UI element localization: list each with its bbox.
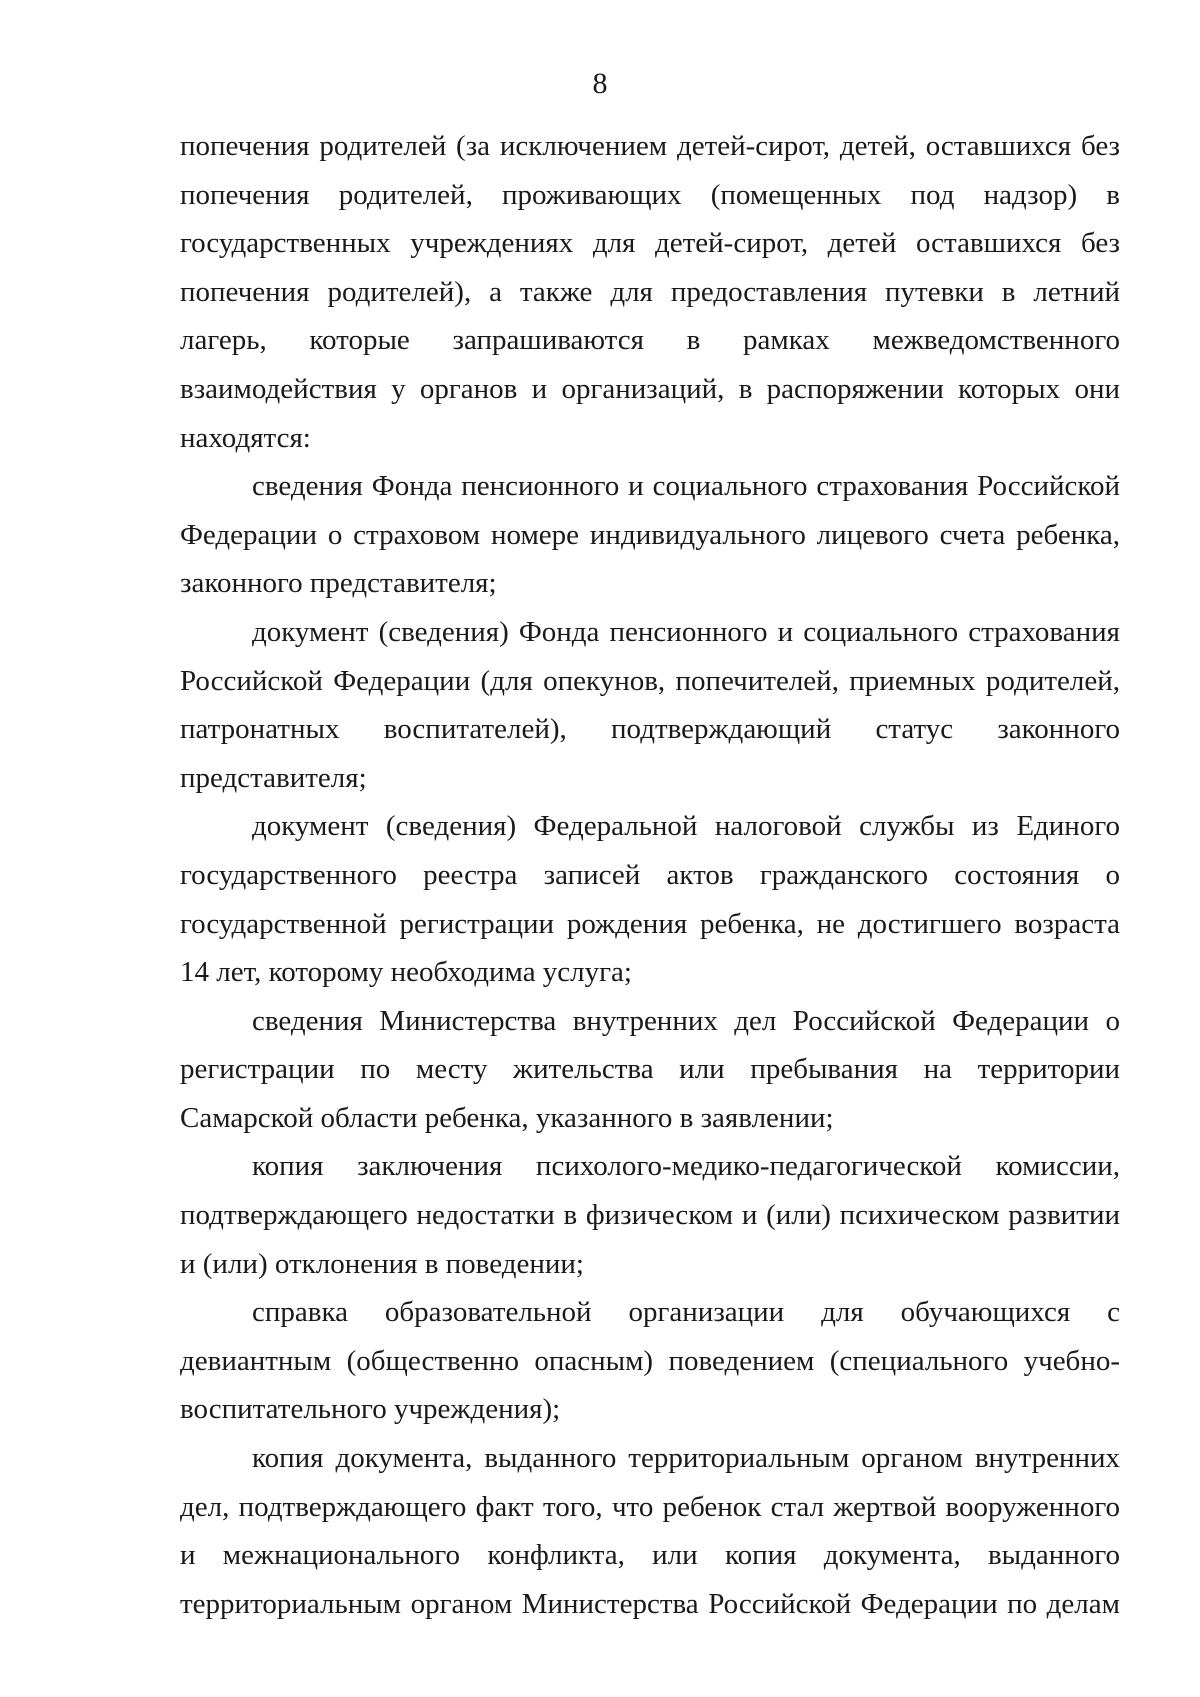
paragraph-conflict-victim-document: копия документа, выданного территориальным органом внутренних дел, подтверждающего факт того, что ребенок стал жертвой вооруженного и межнационального конфликта, или копия документа, выданного территориальным органом Министерства Российской Федерации по делам bbox=[180, 1442, 1120, 1620]
paragraph-pmpk-conclusion: копия заключения психолого-медико-педагогической комиссии, подтверждающего недостатки в физическом и (или) психическом развитии и (или) отклонения в поведении; bbox=[180, 1150, 1120, 1280]
paragraph-continuation: попечения родителей (за исключением детей-сирот, детей, оставшихся без попечения родителей, проживающих (помещенных под надзор) в государственных учреждениях для детей-сирот, детей оставшихся без попечения родителей), а также для предоставления путевки в летний лагерь, которые запрашиваются в рамках межведомственного взаимодействия у органов и организаций, в распоряжении которых они находятся: bbox=[180, 130, 1120, 454]
paragraph-pension-fund-guardian-status: документ (сведения) Фонда пенсионного и социального страхования Российской Федерации (для опекунов, попечителей, приемных родителей, патронатных воспитателей), подтверждающий статус законного представителя; bbox=[180, 615, 1120, 794]
paragraph-interior-ministry-registration: сведения Министерства внутренних дел Российской Федерации о регистрации по месту жительства или пребывания на территории Самарской области ребенка, указанного в заявлении; bbox=[180, 1004, 1120, 1134]
page-number: 8 bbox=[592, 67, 608, 100]
paragraph-tax-service-birth-registration: документ (сведения) Федеральной налоговой службы из Единого государственного реестра записей актов гражданского состояния о государственной регистрации рождения ребенка, не достигшего возраста 14 лет, которому необходима услуга; bbox=[180, 810, 1120, 989]
document-body bbox=[180, 122, 1120, 1628]
paragraph-pension-fund-snils: сведения Фонда пенсионного и социального страхования Российской Федерации о страховом номере индивидуального лицевого счета ребенка, законного представителя; bbox=[180, 470, 1120, 600]
paragraph-educational-organization-certificate: справка образовательной организации для обучающихся с девиантным (общественно опасным) поведением (специального учебно-воспитательного учреждения); bbox=[180, 1296, 1120, 1426]
